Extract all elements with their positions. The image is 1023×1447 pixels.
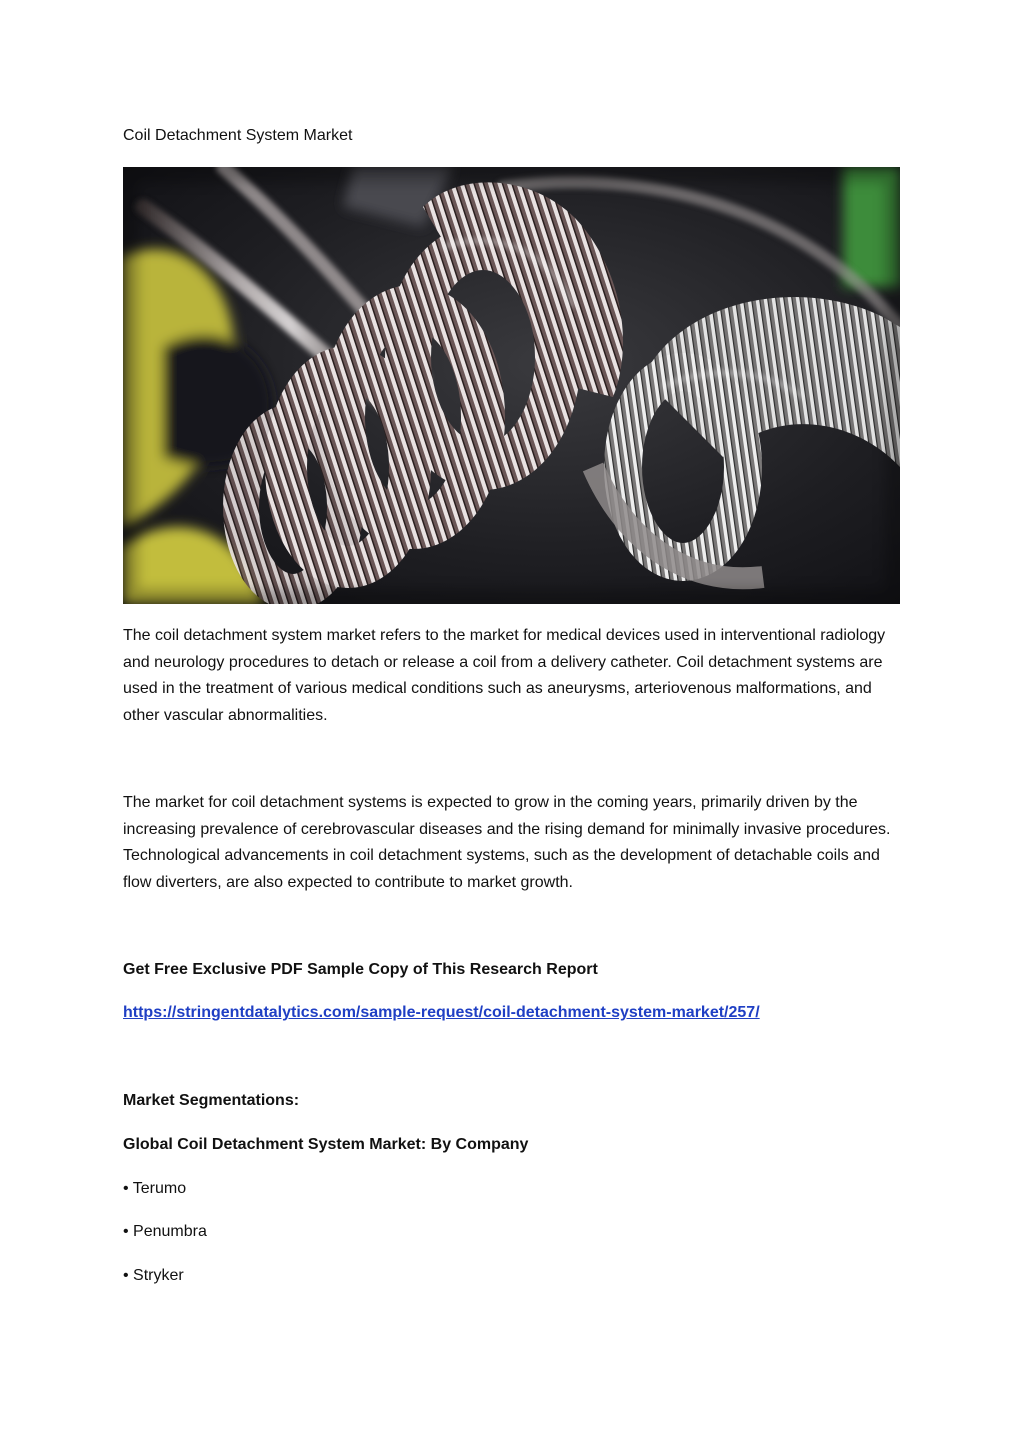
growth-paragraph: The market for coil detachment systems is expected to grow in the coming years, primarily driven by the increasing prevalence of cerebrovascular diseases and the rising demand for minimally invasive procedures. Technological advancements in coil detachment systems, such as the development of detachable coils and flow diverters, are also expected to contribute to market growth.	[123, 794, 891, 892]
list-item-company: • Terumo	[123, 1180, 187, 1197]
by-company-heading: Global Coil Detachment System Market: By Company	[123, 1136, 529, 1153]
segmentations-heading: Market Segmentations:	[123, 1092, 300, 1109]
intro-paragraph: The coil detachment system market refers to the market for medical devices used in interventional radiology and neurology procedures to detach or release a coil from a delivery catheter. Coil detachment systems are used in the treatment of various medical conditions such as aneurysms, arteriovenous malformations, and other vascular abnormalities.	[123, 627, 886, 725]
coil-photo	[123, 167, 900, 604]
list-item-company: • Penumbra	[123, 1223, 207, 1240]
sample-copy-heading: Get Free Exclusive PDF Sample Copy of This Research Report	[123, 961, 598, 978]
document-title: Coil Detachment System Market	[123, 127, 353, 144]
list-item-company: • Stryker	[123, 1267, 184, 1284]
sample-request-link[interactable]: https://stringentdatalytics.com/sample-request/coil-detachment-system-market/257/	[123, 1004, 760, 1021]
